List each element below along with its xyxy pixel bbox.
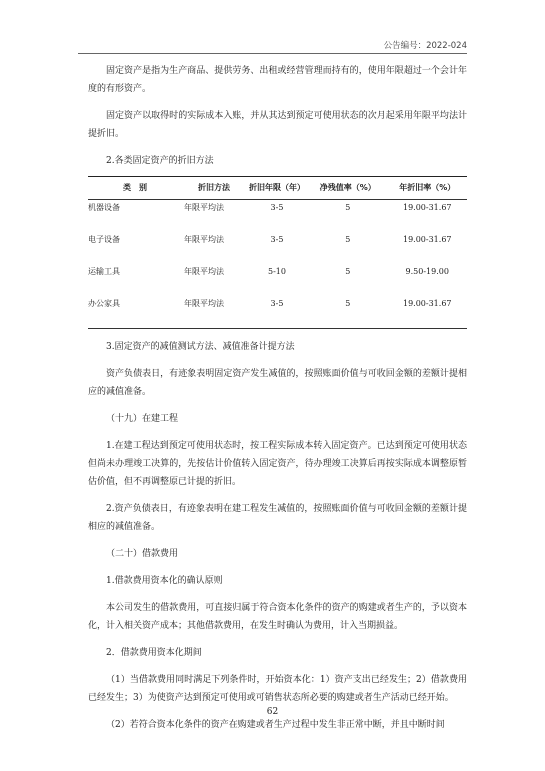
page-number: 62: [266, 707, 279, 717]
cell-useful-life: 5-10: [268, 267, 286, 276]
heading-capitalization-period: 2．借款费用资本化期间: [106, 648, 202, 658]
cell-annual-rate: 9.50-19.00: [405, 267, 449, 276]
cell-residual-rate: 5: [345, 235, 351, 244]
header-useful-life: 折旧年限（年）: [246, 177, 308, 200]
cell-method: 年限平均法: [184, 203, 224, 212]
header-annual-rate: 年折旧率（%）: [388, 177, 468, 200]
header-category: 类 别: [88, 177, 182, 200]
paragraph-capitalization-suspension: （2）若符合资本化条件的资产在购建或者生产过程中发生非正常中断，并且中断时间: [106, 720, 445, 730]
cell-annual-rate: 19.00-31.67: [402, 235, 452, 244]
heading-capitalization-principle: 1.借款费用资本化的确认原则: [106, 576, 223, 586]
table-header-row: [88, 177, 467, 200]
cell-useful-life: 3-5: [270, 235, 284, 244]
table-row: [88, 200, 467, 233]
cell-category: 办公家具: [88, 296, 182, 329]
section-borrowing-costs: （二十）借款费用: [106, 549, 179, 559]
cell-category: 电子设备: [88, 235, 120, 244]
cell-residual-rate: 5: [345, 203, 351, 212]
heading-impairment-methods: 3.固定资产的减值测试方法、减值准备计提方法: [106, 342, 295, 352]
paragraph-construction-impairment: 2.资产负债表日，有迹象表明在建工程发生减值的，按照账面价值与可收回金额的差额计提相应的减值准备。: [88, 504, 467, 532]
header-residual-rate: 净残值率（%）: [308, 177, 388, 200]
cell-residual-rate: 5: [308, 296, 388, 329]
cell-annual-rate: 19.00-31.67: [402, 203, 452, 212]
table-row: [88, 264, 467, 296]
paragraph-construction-transfer: 1.在建工程达到预定可使用状态时，按工程实际成本转入固定资产。已达到预定可使用状态但尚未办理竣工决算的，先按估计价值转入固定资产，待办理竣工决算后再按实际成本调整原暂估价值，但不再调整原已计提的折旧。: [88, 441, 467, 487]
cell-category: 运输工具: [88, 267, 120, 276]
header-method: 折旧方法: [182, 177, 246, 200]
notice-number: 公告编号：2022-024: [383, 41, 467, 51]
table-row: [88, 232, 467, 264]
cell-useful-life: 3-5: [270, 203, 284, 212]
table-row: [88, 296, 467, 329]
paragraph-fixed-asset-definition: 固定资产是指为生产商品、提供劳务、出租或经营管理而持有的，使用年限超过一个会计年度的有形资产。: [88, 66, 467, 94]
document-body: [88, 62, 467, 734]
heading-depreciation-methods: 2.各类固定资产的折旧方法: [106, 156, 214, 166]
paragraph-fixed-asset-cost: 固定资产以取得时的实际成本入账，并从其达到预定可使用状态的次月起采用年限平均法计提折旧。: [88, 111, 467, 139]
paragraph-impairment: 资产负债表日，有迹象表明固定资产发生减值的，按照账面价值与可收回金额的差额计提相应的减值准备。: [88, 369, 467, 397]
paragraph-capitalization-start: （1）当借款费用同时满足下列条件时，开始资本化：1）资产支出已经发生；2）借款费用已经发生；3）为使资产达到预定可使用或可销售状态所必要的购建或者生产活动已经开始。: [88, 675, 467, 703]
cell-method: 年限平均法: [184, 235, 224, 244]
cell-residual-rate: 5: [345, 267, 351, 276]
cell-annual-rate: 19.00-31.67: [388, 296, 468, 329]
section-construction-in-progress: （十九）在建工程: [106, 414, 179, 424]
cell-method: 年限平均法: [184, 267, 224, 276]
header-divider: [78, 53, 467, 54]
depreciation-table: [88, 176, 467, 329]
paragraph-capitalization-principle: 本公司发生的借款费用，可直接归属于符合资本化条件的资产的购建或者生产的，予以资本化，计入相关资产成本；其他借款费用，在发生时确认为费用，计入当期损益。: [88, 603, 467, 631]
cell-useful-life: 3-5: [246, 296, 308, 329]
cell-category: 机器设备: [88, 203, 120, 212]
cell-method: 年限平均法: [182, 296, 246, 329]
